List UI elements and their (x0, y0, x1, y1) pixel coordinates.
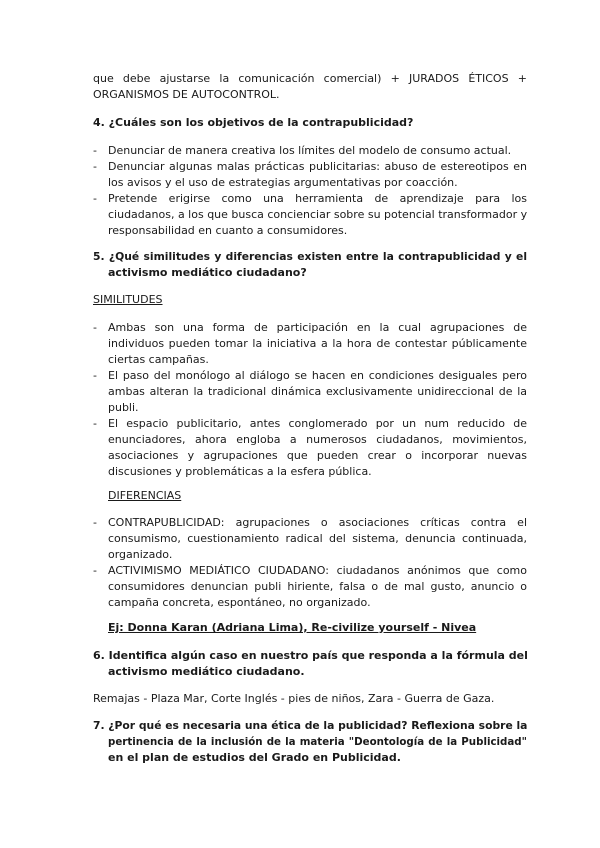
sim-item-1-line-2: individuos pueden tomar la iniciativa a la hora de contestar públicamente (108, 337, 527, 350)
sim-item-2-dash: - (93, 369, 97, 382)
q4-item-3-dash: - (93, 192, 97, 205)
q6-answer: Remajas - Plaza Mar, Corte Inglés - pies de niños, Zara - Guerra de Gaza. (93, 692, 495, 705)
q4-item-2-dash: - (93, 160, 97, 173)
dif-item-1-line-2: consumismo, cuestionamiento radical del sistema, denuncia continuada, (108, 532, 527, 545)
dif-item-2-line-1: ACTIVIMISMO MEDIÁTICO CIUDADANO: ciudadanos anónimos que como (108, 564, 527, 577)
q5-heading-line-2: activismo mediático ciudadano? (108, 266, 307, 279)
dif-item-1-line-1: CONTRAPUBLICIDAD: agrupaciones o asociaciones críticas contra el (108, 516, 527, 529)
sim-item-1-line-3: ciertas campañas. (108, 353, 209, 366)
q4-item-2-line-1: Denunciar algunas malas prácticas publicitarias: abuso de estereotipos en (108, 160, 527, 173)
sim-item-1-dash: - (93, 321, 97, 334)
sim-item-2-line-2: ambas alteran la tradicional dinámica exclusivamente unidireccional de la (108, 385, 527, 398)
q6-heading-line-2: activismo mediático ciudadano. (108, 665, 305, 678)
q5-heading-line-1: 5. ¿Qué similitudes y diferencias existen entre la contrapublicidad y el (93, 250, 527, 263)
sim-item-3-line-2: enunciadores, ahora engloba a numerosos ciudadanos, movimientos, (108, 433, 527, 446)
dif-item-2-dash: - (93, 564, 97, 577)
dif-item-2-line-3: campaña concreta, espontáneo, no organizado. (108, 596, 371, 609)
sim-item-3-dash: - (93, 417, 97, 430)
diferencias-label: DIFERENCIAS (108, 489, 182, 502)
sim-item-3-line-3: asociaciones y agrupaciones que pueden crear o incorporar nuevas (108, 449, 527, 462)
intro-line-2: ORGANISMOS DE AUTOCONTROL. (93, 88, 280, 101)
q4-item-3-line-2: ciudadanos, a los que busca concienciar sobre su potencial transformador y (108, 208, 528, 221)
q4-item-3-line-3: responsabilidad en cuanto a consumidores. (108, 224, 348, 237)
sim-item-2-line-3: publi. (108, 401, 139, 414)
dif-item-2-line-2: consumidores denuncian publi hiriente, falsa o de mal gusto, anuncio o (108, 580, 527, 593)
sim-item-3-line-1: El espacio publicitario, antes conglomerado por un num reducido de (108, 417, 527, 430)
example-line: Ej: Donna Karan (Adriana Lima), Re-civilize yourself - Nivea (108, 621, 477, 634)
intro-line-1: que debe ajustarse la comunicación comercial) + JURADOS ÉTICOS + (93, 72, 527, 85)
similitudes-label: SIMILITUDES (93, 293, 163, 306)
q4-heading: 4. ¿Cuáles son los objetivos de la contrapublicidad? (93, 116, 414, 129)
q4-item-1-line-1: Denunciar de manera creativa los límites del modelo de consumo actual. (108, 144, 512, 157)
sim-item-1-line-1: Ambas son una forma de participación en la cual agrupaciones de (108, 321, 527, 334)
sim-item-2-line-1: El paso del monólogo al diálogo se hacen en condiciones desiguales pero (108, 369, 527, 382)
dif-item-1-dash: - (93, 516, 97, 529)
q4-item-2-line-2: los avisos y el uso de estrategias argumentativas por coacción. (108, 176, 458, 189)
dif-item-1-line-3: organizado. (108, 548, 173, 561)
q7-heading-line-1: 7. ¿Por qué es necesaria una ética de la publicidad? Reflexiona sobre la (93, 719, 528, 732)
q6-heading-line-1: 6. Identifica algún caso en nuestro país que responda a la fórmula del (93, 649, 528, 662)
sim-item-3-line-4: discusiones y problemáticas a la esfera pública. (108, 465, 372, 478)
q7-heading-line-2: pertinencia de la inclusión de la materia "Deontología de la Publicidad" (108, 736, 527, 748)
q7-heading-line-3: en el plan de estudios del Grado en Publicidad. (108, 751, 401, 764)
q4-item-3-line-1: Pretende erigirse como una herramienta de aprendizaje para los (108, 192, 527, 205)
q4-item-1-dash: - (93, 144, 97, 157)
